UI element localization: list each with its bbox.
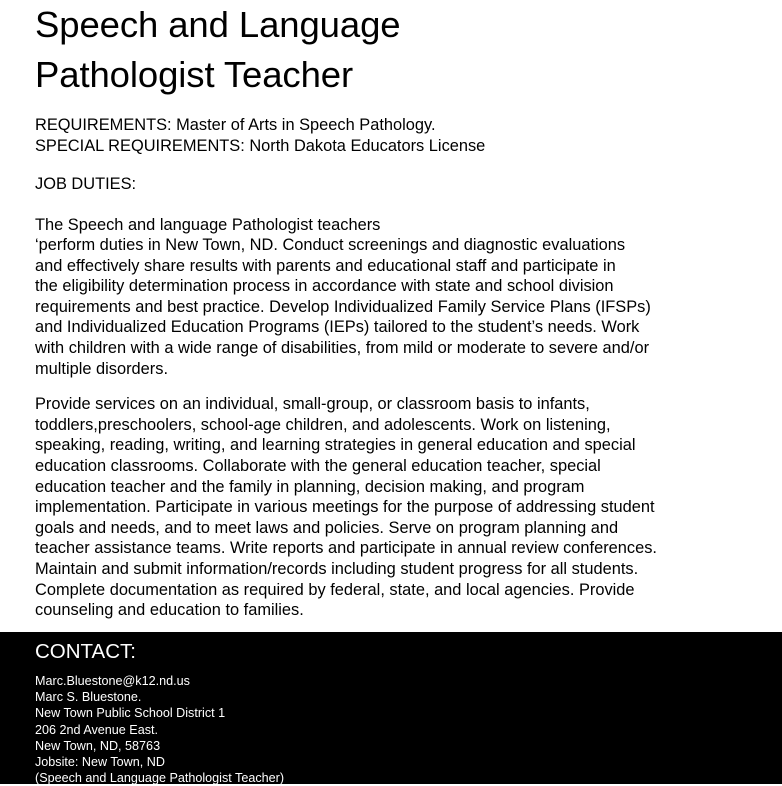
paragraph-line: the eligibility determination process in accordance with state and school division <box>35 277 614 296</box>
contact-details <box>35 673 284 786</box>
special-requirements-text: SPECIAL REQUIREMENTS: North Dakota Educators License <box>35 136 486 155</box>
paragraph-line: multiple disorders. <box>35 359 168 378</box>
contact-position: (Speech and Language Pathologist Teacher) <box>35 771 285 786</box>
job-posting <box>35 0 770 621</box>
paragraph-line: Maintain and submit information/records including student progress for all students. <box>35 560 639 578</box>
contact-inner <box>35 640 284 786</box>
requirements-text: REQUIREMENTS: Master of Arts in Speech Pathology. <box>35 116 436 134</box>
duties-paragraph-2 <box>35 394 770 621</box>
contact-heading: CONTACT: <box>35 640 136 663</box>
contact-email[interactable]: Marc.Bluestone@k12.nd.us <box>35 674 190 688</box>
paragraph-line: counseling and education to families. <box>35 601 304 620</box>
paragraph-line: goals and needs, and to meet laws and policies. Serve on program planning and <box>35 518 619 537</box>
paragraph-line: implementation. Participate in various meetings for the purpose of addressing student <box>35 498 655 517</box>
paragraph-line: education teacher and the family in planning, decision making, and program <box>35 477 585 496</box>
title-line-2: Pathologist Teacher <box>35 54 354 95</box>
contact-organization: New Town Public School District 1 <box>35 706 226 721</box>
contact-section <box>0 632 782 784</box>
paragraph-line: and effectively share results with parents and educational staff and participate in <box>35 256 616 275</box>
paragraph-line: teacher assistance teams. Write reports and participate in annual review conferences. <box>35 539 657 558</box>
paragraph-line: Complete documentation as required by federal, state, and local agencies. Provide <box>35 580 635 599</box>
requirements-block <box>35 115 770 156</box>
paragraph-line: speaking, reading, writing, and learning strategies in general education and special <box>35 436 636 455</box>
paragraph-line: Provide services on an individual, small-group, or classroom basis to infants, <box>35 395 590 414</box>
page-title <box>35 0 770 100</box>
paragraph-line: toddlers,preschoolers, school-age children, and adolescents. Work on listening, <box>35 415 611 434</box>
contact-street: 206 2nd Avenue East. <box>35 722 159 737</box>
paragraph-line: The Speech and language Pathologist teachers <box>35 215 381 234</box>
paragraph-line: requirements and best practice. Develop Individualized Family Service Plans (IFSPs) <box>35 297 651 316</box>
paragraph-line: ‘perform duties in New Town, ND. Conduct screenings and diagnostic evaluations <box>35 236 626 255</box>
contact-jobsite: Jobsite: New Town, ND <box>35 755 165 770</box>
contact-name: Marc S. Bluestone. <box>35 690 142 705</box>
paragraph-line: and Individualized Education Programs (IEPs) tailored to the student’s needs. Work <box>35 318 640 337</box>
paragraph-line: with children with a wide range of disabilities, from mild or moderate to severe and/or <box>35 339 650 358</box>
job-duties-heading: JOB DUTIES: <box>35 175 137 193</box>
duties-paragraph-1 <box>35 215 770 380</box>
paragraph-line: education classrooms. Collaborate with the general education teacher, special <box>35 457 601 476</box>
title-line-1: Speech and Language <box>35 4 401 45</box>
contact-city: New Town, ND, 58763 <box>35 738 161 753</box>
